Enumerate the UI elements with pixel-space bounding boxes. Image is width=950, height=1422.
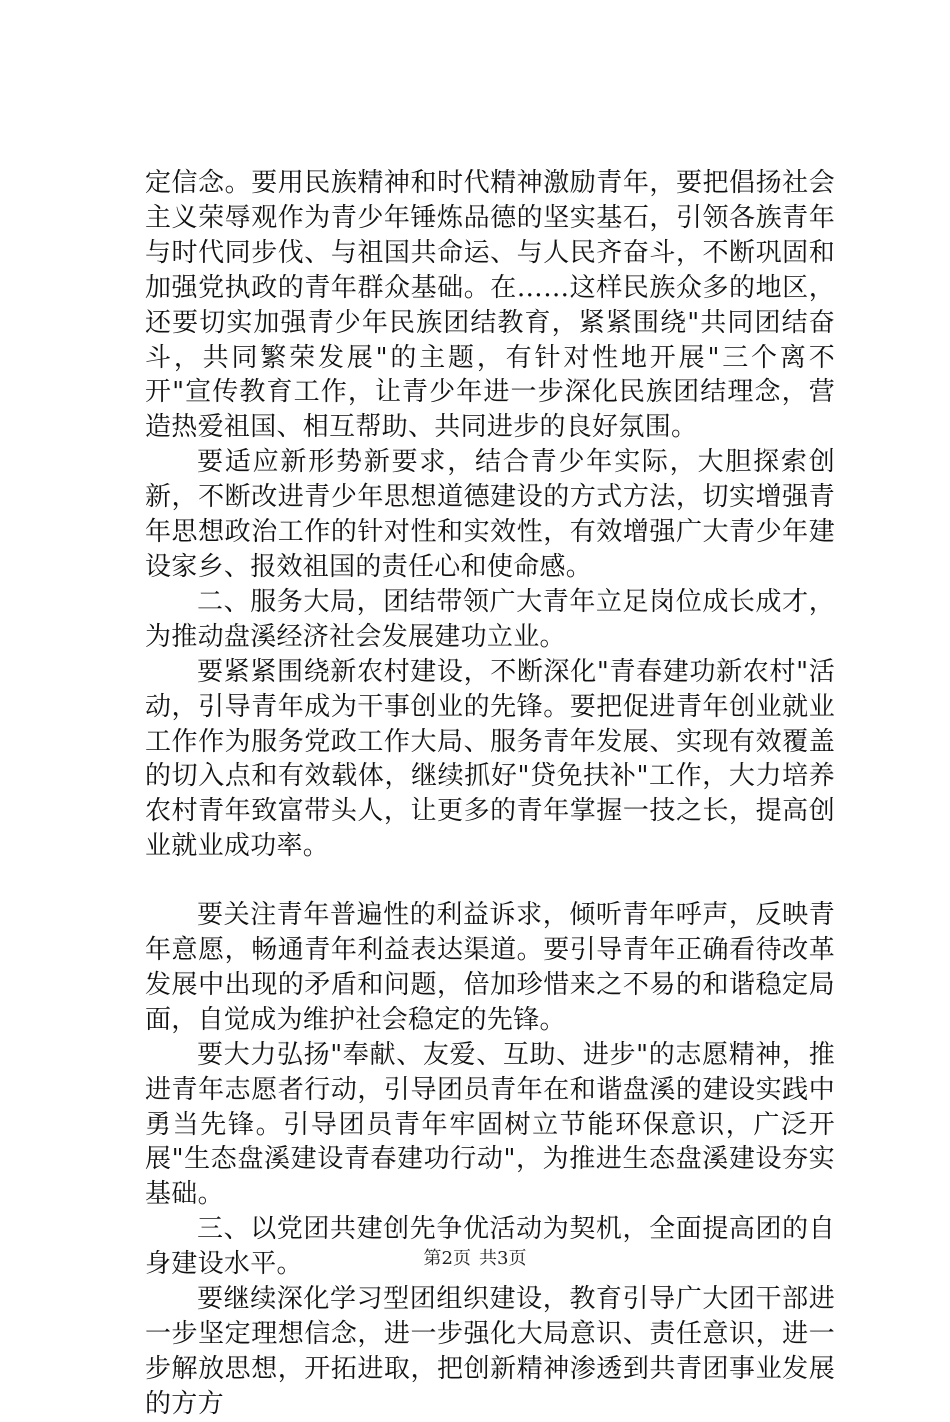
paragraph-2: 要适应新形势新要求，结合青少年实际，大胆探索创新，不断改进青少年思想道德建设的方式方法，切实增强青年思想政治工作的针对性和实效性，有效增强广大青少年建设家乡、报效祖国的责任心和使命感。 — [145, 447, 835, 582]
paragraph-4: 要关注青年普遍性的利益诉求，倾听青年呼声，反映青年意愿，畅通青年利益表达渠道。要引导青年正确看待改革发展中出现的矛盾和问题，倍加珍惜来之不易的和谐稳定局面，自觉成为维护社会稳定的先锋。 — [145, 900, 835, 1035]
page-total: 共3页 — [479, 1248, 527, 1269]
paragraph-5: 要大力弘扬"奉献、友爱、互助、进步"的志愿精神，推进青年志愿者行动，引导团员青年在和谐盘溪的建设实践中勇当先锋。引导团员青年牢固树立节能环保意识，广泛开展"生态盘溪建设青春建功行动"，为推进生态盘溪建设夯实基础。 — [145, 1039, 835, 1210]
section-heading-3: 三、以党团共建创先争优活动为契机，全面提高团的自身建设水平。 — [145, 1214, 835, 1280]
page-footer — [0, 1244, 950, 1270]
paragraph-3: 要紧紧围绕新农村建设，不断深化"青春建功新农村"活动，引导青年成为干事创业的先锋。要把促进青年创业就业工作作为服务党政工作大局、服务青年发展、实现有效覆盖的切入点和有效载体，继续抓好"贷免扶补"工作，大力培养农村青年致富带头人，让更多的青年掌握一技之长，提高创业就业成功率。 — [145, 656, 835, 862]
document-body — [145, 166, 835, 1422]
section-heading-2: 二、服务大局，团结带领广大青年立足岗位成长成才，为推动盘溪经济社会发展建功立业。 — [145, 586, 835, 652]
paragraph-6: 要继续深化学习型团组织建设，教育引导广大团干部进一步坚定理想信念，进一步强化大局意识、责任意识，进一步解放思想，开拓进取，把创新精神渗透到共青团事业发展的方方 — [145, 1284, 835, 1419]
page-number: 第2页 — [423, 1248, 471, 1269]
paragraph-1: 定信念。要用民族精神和时代精神激励青年，要把倡扬社会主义荣辱观作为青少年锤炼品德的坚实基石，引领各族青年与时代同步伐、与祖国共命运、与人民齐奋斗，不断巩固和加强党执政的青年群众基础。在……这样民族众多的地区，还要切实加强青少年民族团结教育，紧紧围绕"共同团结奋斗，共同繁荣发展"的主题，有针对性地开展"三个离不开"宣传教育工作，让青少年进一步深化民族团结理念，营造热爱祖国、相互帮助、共同进步的良好氛围。 — [145, 168, 835, 443]
